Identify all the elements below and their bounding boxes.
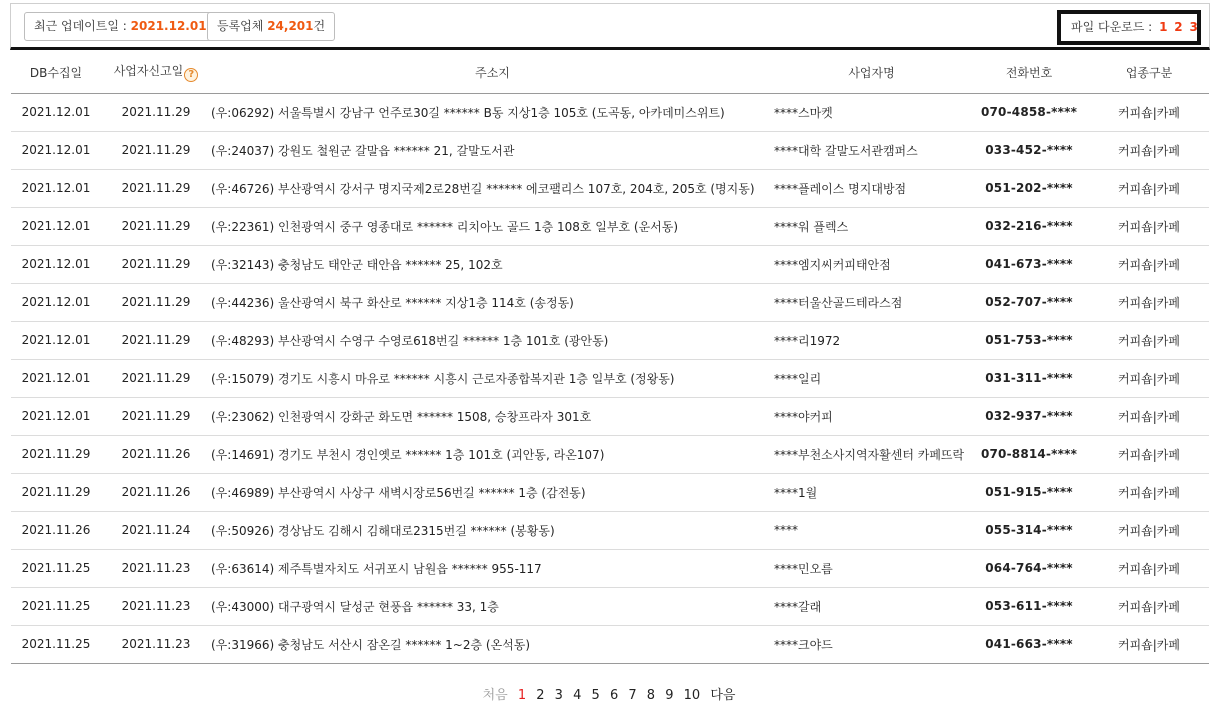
question-icon[interactable]: ? [184, 68, 198, 82]
table-row[interactable] [11, 321, 1209, 359]
business-name-cell: **** [774, 511, 969, 549]
table-row[interactable] [11, 473, 1209, 511]
phone-cell: 051-202-**** [969, 169, 1089, 207]
category-cell: 커피숍|카페 [1089, 93, 1209, 131]
category-cell: 커피숍|카페 [1089, 207, 1209, 245]
page-first[interactable]: 처음 [482, 688, 508, 703]
phone-cell: 053-611-**** [969, 587, 1089, 625]
pagination [0, 684, 1218, 703]
table-row[interactable] [11, 435, 1209, 473]
page-7[interactable]: 7 [628, 688, 637, 703]
category-cell: 커피숍|카페 [1089, 283, 1209, 321]
category-cell: 커피숍|카페 [1089, 587, 1209, 625]
address-cell: (우:44236) 울산광역시 북구 화산로 ****** 지상1층 114호 (송정동) [211, 283, 774, 321]
category-cell: 커피숍|카페 [1089, 245, 1209, 283]
db-date-cell: 2021.12.01 [11, 207, 101, 245]
registered-count-suffix: 건 [313, 19, 326, 33]
page-1[interactable]: 1 [517, 688, 527, 703]
business-name-cell: ****스마켓 [774, 93, 969, 131]
phone-cell: 031-311-**** [969, 359, 1089, 397]
table-row[interactable] [11, 511, 1209, 549]
page-9[interactable]: 9 [665, 688, 674, 703]
phone-cell: 041-663-**** [969, 625, 1089, 663]
file-download-label: 파일 다운로드 : [1071, 20, 1153, 34]
page-5[interactable]: 5 [591, 688, 600, 703]
address-cell: (우:06292) 서울특별시 강남구 언주로30길 ****** B동 지상1층 105호 (도곡동, 아카데미스위트) [211, 93, 774, 131]
table-row[interactable] [11, 245, 1209, 283]
address-cell: (우:43000) 대구광역시 달성군 현풍읍 ****** 33, 1층 [211, 587, 774, 625]
report-date-cell: 2021.11.29 [101, 93, 211, 131]
download-link-2[interactable]: 2 [1174, 20, 1183, 34]
category-cell: 커피숍|카페 [1089, 549, 1209, 587]
address-cell: (우:31966) 충청남도 서산시 잠온길 ****** 1~2층 (온석동) [211, 625, 774, 663]
report-date-cell: 2021.11.29 [101, 359, 211, 397]
business-name-cell: ****워 플렉스 [774, 207, 969, 245]
address-cell: (우:22361) 인천광역시 중구 영종대로 ****** 리치아노 골드 1층 108호 일부호 (운서동) [211, 207, 774, 245]
category-cell: 커피숍|카페 [1089, 397, 1209, 435]
business-name-cell: ****민오름 [774, 549, 969, 587]
db-date-cell: 2021.12.01 [11, 245, 101, 283]
download-link-1[interactable]: 1 [1159, 20, 1168, 34]
business-name-cell: ****갈래 [774, 587, 969, 625]
header-business-name: 사업자명 [774, 52, 969, 93]
db-date-cell: 2021.11.25 [11, 625, 101, 663]
category-cell: 커피숍|카페 [1089, 169, 1209, 207]
phone-cell: 051-753-**** [969, 321, 1089, 359]
header-address: 주소지 [211, 52, 774, 93]
page-next[interactable]: 다음 [710, 688, 736, 703]
business-name-cell: ****리1972 [774, 321, 969, 359]
business-name-cell: ****부천소사지역자활센터 카페뜨락 [774, 435, 969, 473]
db-date-cell: 2021.12.01 [11, 93, 101, 131]
db-date-cell: 2021.11.25 [11, 587, 101, 625]
page-2[interactable]: 2 [536, 688, 545, 703]
table-row[interactable] [11, 131, 1209, 169]
business-name-cell: ****1월 [774, 473, 969, 511]
address-cell: (우:46989) 부산광역시 사상구 새벽시장로56번길 ****** 1층 (감전동) [211, 473, 774, 511]
phone-cell: 051-915-**** [969, 473, 1089, 511]
business-table [11, 52, 1209, 664]
report-date-cell: 2021.11.29 [101, 245, 211, 283]
business-name-cell: ****터울산골드테라스점 [774, 283, 969, 321]
report-date-cell: 2021.11.24 [101, 511, 211, 549]
report-date-cell: 2021.11.26 [101, 473, 211, 511]
report-date-cell: 2021.11.23 [101, 625, 211, 663]
table-body [11, 93, 1209, 663]
db-date-cell: 2021.11.26 [11, 511, 101, 549]
phone-cell: 032-937-**** [969, 397, 1089, 435]
registered-count-label: 등록업체 [217, 19, 268, 33]
page-3[interactable]: 3 [554, 688, 563, 703]
phone-cell: 070-4858-**** [969, 93, 1089, 131]
last-update-box [24, 12, 217, 41]
table-row[interactable] [11, 359, 1209, 397]
phone-cell: 032-216-**** [969, 207, 1089, 245]
db-date-cell: 2021.11.25 [11, 549, 101, 587]
table-row[interactable] [11, 625, 1209, 663]
table-row[interactable] [11, 169, 1209, 207]
page-4[interactable]: 4 [573, 688, 582, 703]
download-link-3[interactable]: 3 [1189, 20, 1198, 34]
business-name-cell: ****야커피 [774, 397, 969, 435]
report-date-cell: 2021.11.29 [101, 131, 211, 169]
address-cell: (우:15079) 경기도 시흥시 마유로 ****** 시흥시 근로자종합복지관 1층 일부호 (정왕동) [211, 359, 774, 397]
category-cell: 커피숍|카페 [1089, 625, 1209, 663]
address-cell: (우:32143) 충청남도 태안군 태안읍 ****** 25, 102호 [211, 245, 774, 283]
category-cell: 커피숍|카페 [1089, 473, 1209, 511]
db-date-cell: 2021.12.01 [11, 359, 101, 397]
last-update-value: 2021.12.01 [130, 19, 207, 33]
business-name-cell: ****대학 갈말도서관캠퍼스 [774, 131, 969, 169]
header-report-date [101, 52, 211, 93]
table-row[interactable] [11, 397, 1209, 435]
category-cell: 커피숍|카페 [1089, 131, 1209, 169]
report-date-cell: 2021.11.29 [101, 169, 211, 207]
phone-cell: 033-452-**** [969, 131, 1089, 169]
header-category: 업종구분 [1089, 52, 1209, 93]
report-date-cell: 2021.11.29 [101, 321, 211, 359]
business-name-cell: ****일리 [774, 359, 969, 397]
phone-cell: 064-764-**** [969, 549, 1089, 587]
address-cell: (우:48293) 부산광역시 수영구 수영로618번길 ****** 1층 101호 (광안동) [211, 321, 774, 359]
db-date-cell: 2021.11.29 [11, 473, 101, 511]
report-date-cell: 2021.11.23 [101, 587, 211, 625]
header-report-date-label: 사업자신고일 [113, 64, 184, 79]
db-date-cell: 2021.12.01 [11, 321, 101, 359]
address-cell: (우:46726) 부산광역시 강서구 명지국제2로28번길 ****** 에코팰리스 107호, 204호, 205호 (명지동) [211, 169, 774, 207]
phone-cell: 070-8814-**** [969, 435, 1089, 473]
category-cell: 커피숍|카페 [1089, 321, 1209, 359]
address-cell: (우:24037) 강원도 철원군 갈말읍 ****** 21, 갈말도서관 [211, 131, 774, 169]
registered-count-box [207, 12, 335, 41]
phone-cell: 041-673-**** [969, 245, 1089, 283]
db-date-cell: 2021.12.01 [11, 131, 101, 169]
address-cell: (우:63614) 제주특별자치도 서귀포시 남원읍 ****** 955-117 [211, 549, 774, 587]
page-6[interactable]: 6 [609, 688, 619, 703]
table-row[interactable] [11, 587, 1209, 625]
category-cell: 커피숍|카페 [1089, 359, 1209, 397]
table-row[interactable] [11, 93, 1209, 131]
db-date-cell: 2021.12.01 [11, 397, 101, 435]
table-row[interactable] [11, 207, 1209, 245]
report-date-cell: 2021.11.29 [101, 207, 211, 245]
db-date-cell: 2021.12.01 [11, 169, 101, 207]
category-cell: 커피숍|카페 [1089, 435, 1209, 473]
header-phone: 전화번호 [969, 52, 1089, 93]
report-date-cell: 2021.11.23 [101, 549, 211, 587]
page-8[interactable]: 8 [646, 688, 656, 703]
business-name-cell: ****엠지씨커피태안점 [774, 245, 969, 283]
db-date-cell: 2021.11.29 [11, 435, 101, 473]
category-cell: 커피숍|카페 [1089, 511, 1209, 549]
table-row[interactable] [11, 283, 1209, 321]
last-update-label: 최근 업데이트일 : [34, 19, 131, 33]
registered-count-value: 24,201 [267, 19, 314, 33]
business-name-cell: ****크야드 [774, 625, 969, 663]
phone-cell: 055-314-**** [969, 511, 1089, 549]
file-download-box [1057, 10, 1201, 45]
business-name-cell: ****플레이스 명지대방점 [774, 169, 969, 207]
top-info-bar [10, 3, 1210, 50]
header-db-date: DB수집일 [11, 52, 101, 93]
report-date-cell: 2021.11.26 [101, 435, 211, 473]
report-date-cell: 2021.11.29 [101, 397, 211, 435]
page-10[interactable]: 10 [683, 688, 701, 703]
report-date-cell: 2021.11.29 [101, 283, 211, 321]
address-cell: (우:14691) 경기도 부천시 경인옛로 ****** 1층 101호 (괴안동, 라온107) [211, 435, 774, 473]
table-header-row [11, 52, 1209, 93]
phone-cell: 052-707-**** [969, 283, 1089, 321]
table-row[interactable] [11, 549, 1209, 587]
db-date-cell: 2021.12.01 [11, 283, 101, 321]
address-cell: (우:23062) 인천광역시 강화군 화도면 ****** 1508, 승창프라자 301호 [211, 397, 774, 435]
address-cell: (우:50926) 경상남도 김해시 김해대로2315번길 ****** (봉황동) [211, 511, 774, 549]
